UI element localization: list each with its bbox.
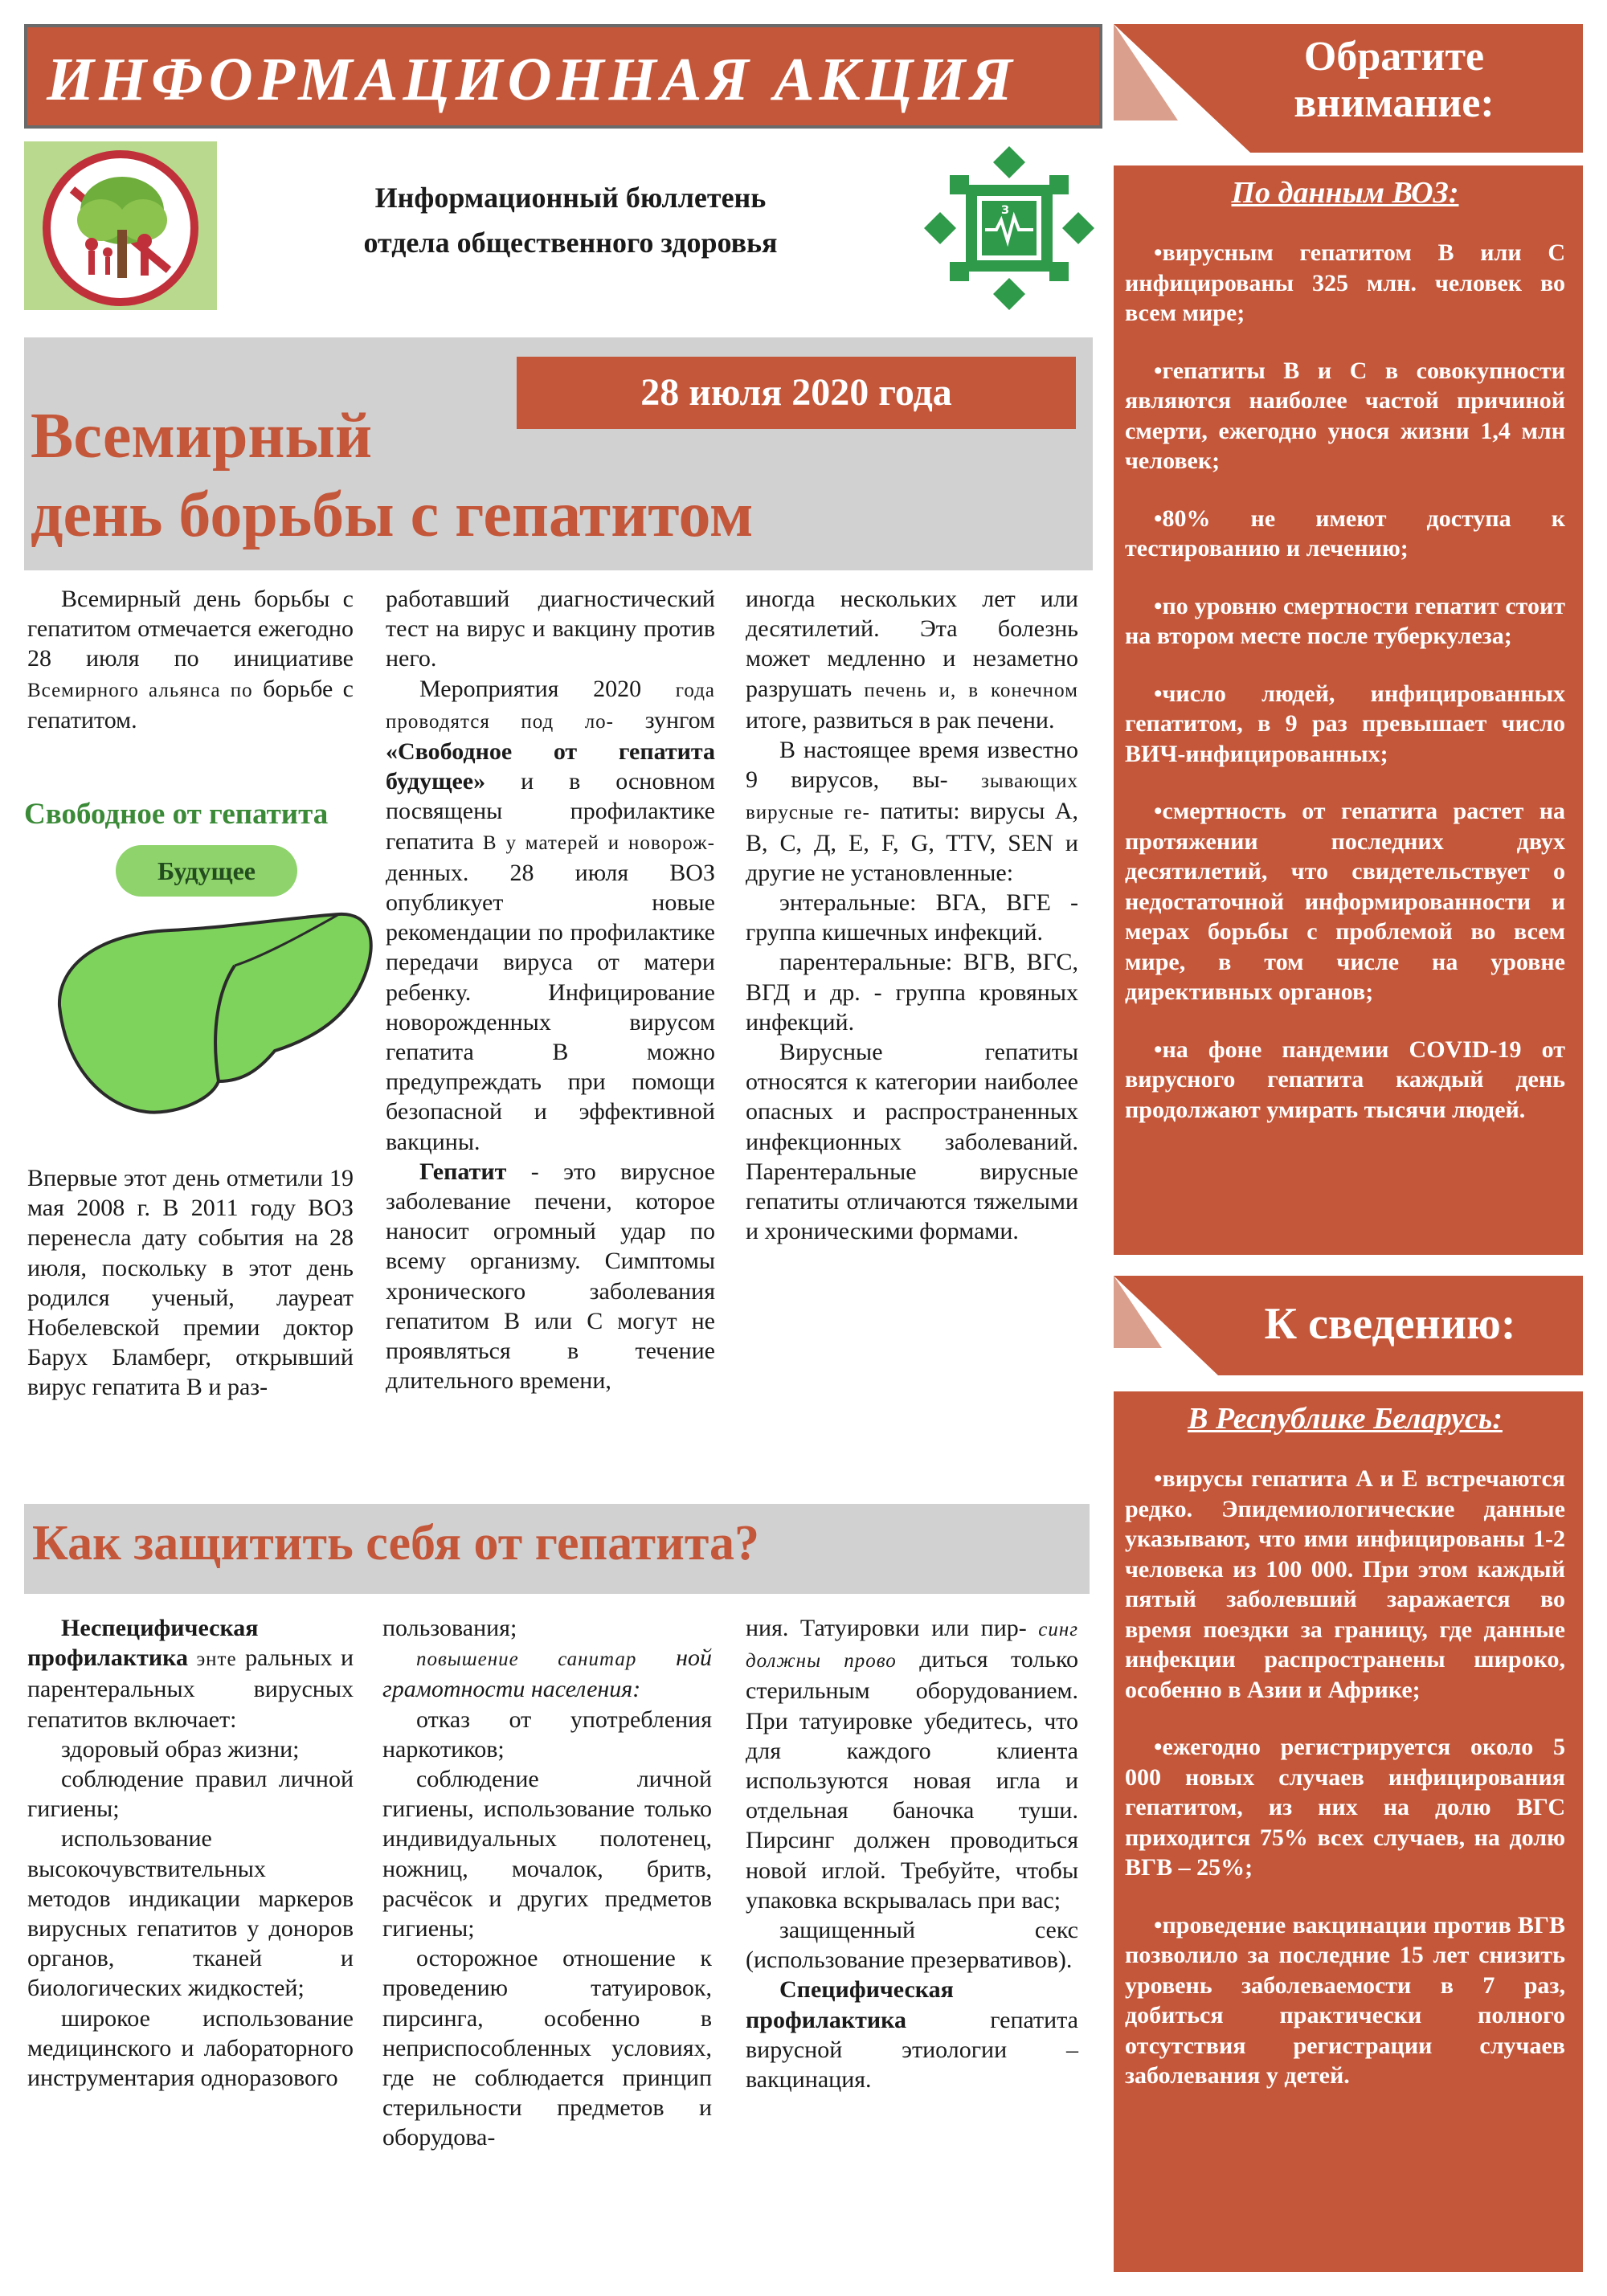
ornament-icon xyxy=(918,143,1101,313)
text: итоге, развиться в рак печени. xyxy=(746,706,1055,733)
list-item: широкое использование медицинского и лабораторного инструментария одноразового xyxy=(27,2004,354,2092)
fact-item: •число людей, инфицированных гепатитом, в 9 раз превышает число ВИЧ-инфицированных; xyxy=(1125,680,1565,767)
fact-item: •гепатиты B и C в совокупности являются наиболее частой причиной смерти, ежегодно унося жизни 1,4 млн человек; xyxy=(1125,357,1565,474)
sidebar-subheading: По данным ВОЗ: xyxy=(1231,176,1459,210)
paragraph xyxy=(27,584,354,735)
paragraph: работавший диагностический тест на вирус и вакцину против него. xyxy=(386,586,715,672)
section-title: Как защитить себя от гепатита? xyxy=(32,1516,760,1571)
sidebar-who-heading xyxy=(1213,34,1575,127)
fact-item: •80% не имеют доступа к тестированию и лечению; xyxy=(1125,505,1565,562)
term: Неспецифическая профилактика xyxy=(27,1615,259,1672)
paragraph: Впервые этот день отметили 19 мая 2008 г. В 2011 году ВОЗ перенесла дату события на 28 июля, поскольку в этот день родился ученый, лауреат Нобелевской премии доктор Барух Бламберг, открывший вирус гепатита B и раз- xyxy=(27,1165,354,1401)
sidebar-by-panel xyxy=(1114,1391,1583,2272)
text: Всемирный день борьбы с гепатитом отмечается ежегодно 28 июля по инициативе xyxy=(27,586,354,672)
banner-title: ИНФОРМАЦИОННАЯ АКЦИЯ xyxy=(47,46,1017,113)
sidebar-who-panel xyxy=(1114,165,1583,1255)
liver-icon xyxy=(50,909,378,1120)
subtitle-line: Информационный бюллетень xyxy=(374,182,767,214)
belarus-ornament-logo xyxy=(918,143,1101,313)
header-banner xyxy=(24,24,1102,129)
paragraph xyxy=(386,674,715,1157)
illustration-title: Свободное от гепатита xyxy=(24,798,329,831)
paragraph: энтеральные: ВГА, ВГЕ - группа кишечных инфекций. xyxy=(746,889,1078,946)
text: зунгом xyxy=(644,706,716,733)
text: ния. Татуировки или пир- xyxy=(746,1615,1027,1641)
heading-line: Обратите xyxy=(1303,34,1485,80)
protect-column-2 xyxy=(382,1613,712,2153)
article-column-3 xyxy=(746,584,1078,1246)
heading-line: внимание: xyxy=(1294,80,1495,126)
text: энте xyxy=(196,1648,237,1671)
list-item: соблюдение правил личной гигиены; xyxy=(27,1766,354,1823)
fact-item: •смертность от гепатита растет на протяжении последних двух десятилетий, что свидетельствует о недостаточной информированности и мерах борьбы с проблемой во всем мире, в том числе на уровне директивных органов; xyxy=(1125,798,1565,1005)
sidebar-subheading: В Республике Беларусь: xyxy=(1188,1402,1503,1436)
text: Всемирного альянса по xyxy=(27,679,253,701)
text: гепатита вирусной этиологии – вакцинация. xyxy=(746,2006,1078,2094)
text: ральных и парентеральных вирусных гепатитов включает: xyxy=(27,1644,354,1733)
paragraph xyxy=(746,735,1078,888)
text: ной грамотности населения: xyxy=(382,1644,712,1703)
paragraph xyxy=(746,584,1078,735)
paragraph xyxy=(386,1157,715,1396)
text: иногда нескольких лет или десятилетий. Эта болезнь может медленно и незаметно разрушать xyxy=(746,586,1078,702)
text: и в основном посвящены профилактике гепатита xyxy=(386,768,715,855)
text: B у матерей и новорож- xyxy=(482,831,716,854)
article-column-1 xyxy=(27,584,354,735)
text: диться только стерильным оборудованием. При татуировке убедитесь, что для каждого клиента используются новая игла и отдельная баночка туши. Пирсинг должен проводиться новой иглой. Требуйте, чтобы упаковка вскрывалась при вас; xyxy=(746,1646,1078,1914)
bulletin-subtitle xyxy=(265,175,876,265)
term: Специфическая профилактика xyxy=(746,1976,954,2033)
paragraph xyxy=(746,1613,1078,1915)
text: года проводятся под ло- xyxy=(386,679,716,733)
text: синг должны прово xyxy=(746,1619,1078,1673)
sidebar-by-heading: К сведению: xyxy=(1264,1299,1516,1349)
protect-column-1 xyxy=(27,1613,354,2093)
fact-item: •ежегодно регистрируется около 5 000 новых случаев инфицирования гепатитом, из них на долю ВГС приходится 75% всех случаев, на долю ВГВ – 25%; xyxy=(1125,1734,1565,1881)
fact-item: •вирусы гепатита A и E встречаются редко. Эпидемиологические данные указывают, что ими инфицированы 1-2 человека из 100 000. При этом каждый пятый заболевший заражается во время поездки за границу, где данные инфекции распространены широко, особенно в Азии и Африке; xyxy=(1125,1465,1565,1703)
article-column-2 xyxy=(386,584,715,1395)
text: денных. 28 июля ВОЗ опубликует новые рекомендации по профилактике передачи вируса от матери ребенку. Инфицирование новорожденных вирусом гепатита B можно предупреждать при помощи безопасной и эффективной вакцины. xyxy=(386,859,715,1155)
text: печень и, в конечном xyxy=(864,679,1079,701)
text: - это вирусное заболевание печени, которое наносит огромный удар по всему организму. Симптомы хронического заболевания гепатитом B или C могут не проявляться в течение длительного времени, xyxy=(386,1158,715,1395)
article-column-1-continued xyxy=(27,1163,354,1403)
paragraph: парентеральные: ВГВ, ВГС, ВГД и др. - группа кровяных инфекций. xyxy=(746,949,1078,1036)
fact-item: •вирусным гепатитом B или C инфицированы 325 млн. человек во всем мире; xyxy=(1125,239,1565,326)
corner-fold-icon xyxy=(1114,1276,1218,1375)
paragraph xyxy=(382,1643,712,1704)
protect-column-3 xyxy=(746,1613,1078,2094)
slogan: «Свободное от гепатита будущее» xyxy=(386,738,715,795)
paragraph xyxy=(27,1613,354,1734)
paragraph xyxy=(746,1975,1078,2094)
list-item: использование высокочувствительных методов индикации маркеров вирусных гепатитов у доноров органов, тканей и биологических жидкостей; xyxy=(27,1825,354,2002)
list-item: здоровый образ жизни; xyxy=(61,1735,300,1763)
text: борьбе с гепатитом. xyxy=(27,675,354,733)
title-line: день борьбы с гепатитом xyxy=(31,480,754,550)
text: В настоящее время известно 9 вирусов, вы- xyxy=(746,737,1078,794)
term: Гепатит xyxy=(419,1158,507,1185)
paragraph: пользования; xyxy=(382,1615,517,1641)
list-item: защищенный секс (использование презервативов). xyxy=(746,1917,1078,1974)
subtitle-line: отдела общественного здоровья xyxy=(363,227,778,259)
text: повышение санитар xyxy=(416,1648,637,1671)
text: зывающих вирусные ге- xyxy=(746,770,1079,824)
organization-logo xyxy=(24,141,217,310)
list-item: осторожное отношение к проведению татуировок, пирсинга, особенно в неприспособленных условиях, где не соблюдается принцип стерильности предметов и оборудова- xyxy=(382,1945,712,2151)
illustration-badge: Будущее xyxy=(116,845,297,897)
fact-item: •на фоне пандемии COVID-19 от вирусного гепатита каждый день продолжают умирать тысячи людей. xyxy=(1125,1036,1565,1123)
fact-item: •проведение вакцинации против ВГВ позволило за последние 15 лет снизить уровень заболеваемости в 7 раз, добиться практически полного отсутствия регистрации случаев заболевания у детей. xyxy=(1125,1911,1565,2089)
paragraph: Вирусные гепатиты относятся к категории наиболее опасных и распространенных инфекционных заболеваний. Парентеральные вирусные гепатиты отличаются тяжелыми и хроническими формами. xyxy=(746,1039,1078,1245)
list-item: соблюдение личной гигиены, использование только индивидуальных полотенец, ножниц, мочалок, бритв, расчёсок и других предметов гигиены; xyxy=(382,1766,712,1943)
fact-item: •по уровню смертности гепатит стоит на втором месте после туберкулеза; xyxy=(1125,592,1565,649)
text: Мероприятия 2020 xyxy=(419,675,642,702)
people-tree-icon xyxy=(24,141,217,310)
event-date: 28 июля 2020 года xyxy=(517,357,1076,429)
text: патиты: вирусы A, B, C, Д, E, F, G, TTV, SEN и другие не установленные: xyxy=(746,798,1078,886)
svg-text:З: З xyxy=(1001,204,1009,217)
title-line: Всемирный xyxy=(31,401,373,472)
list-item: отказ от употребления наркотиков; xyxy=(382,1706,712,1763)
page-title xyxy=(31,397,754,554)
